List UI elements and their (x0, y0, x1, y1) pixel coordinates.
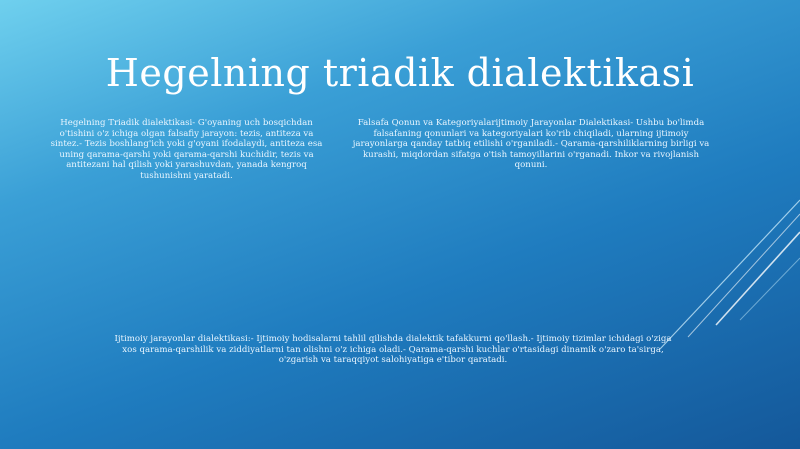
slide-title: Hegelning triadik dialektikasi (105, 51, 695, 96)
text-block-social-processes: Ijtimoiy jarayonlar dialektikasi:- Ijtimoiy hodisalarni tahlil qilishda dialektik tafakkurni qo'llash.- Ijtimoiy tizimlar ichidagi o'ziga xos qarama-qarshilik va ziddiyatlarni tan olishni o'z ichiga oladi.- Qarama-qarshi kuchlar o'rtasidagi dinamik o'zaro ta'sirga, o'zgarish va taraqqiyot salohiyatiga e'tibor qaratadi. (114, 334, 672, 366)
text-block-laws-and-categories: Falsafa Qonun va Kategoriyalarijtimoiy Jarayonlar Dialektikasi- Ushbu bo'limda falsafaning qonunlari va kategoriyalari ko'rib chiqiladi, ularning ijtimoiy jarayonlarga qanday tatbiq etilishi o'rganiladi.- Qarama-qarshiliklarning birligi va kurashi, miqdordan sifatga o'tish tamoyillarini o'rganadi. Inkor va rivojlanish qonuni. (352, 118, 710, 171)
text-block-triadic-dialectics: Hegelning Triadik dialektikasi- G'oyaning uch bosqichdan o'tishini o'z ichiga olgan falsafiy jarayon: tezis, antiteza va sintez.- Tezis boshlang'ich yoki g'oyani ifodalaydi, antiteza esa uning qarama-qarshi yoki qarama-qarshi kuchidir, tezis va antitezani hal qilish yoki yarashuvdan, yanada kengroq tushunishni yaratadi. (50, 118, 323, 181)
